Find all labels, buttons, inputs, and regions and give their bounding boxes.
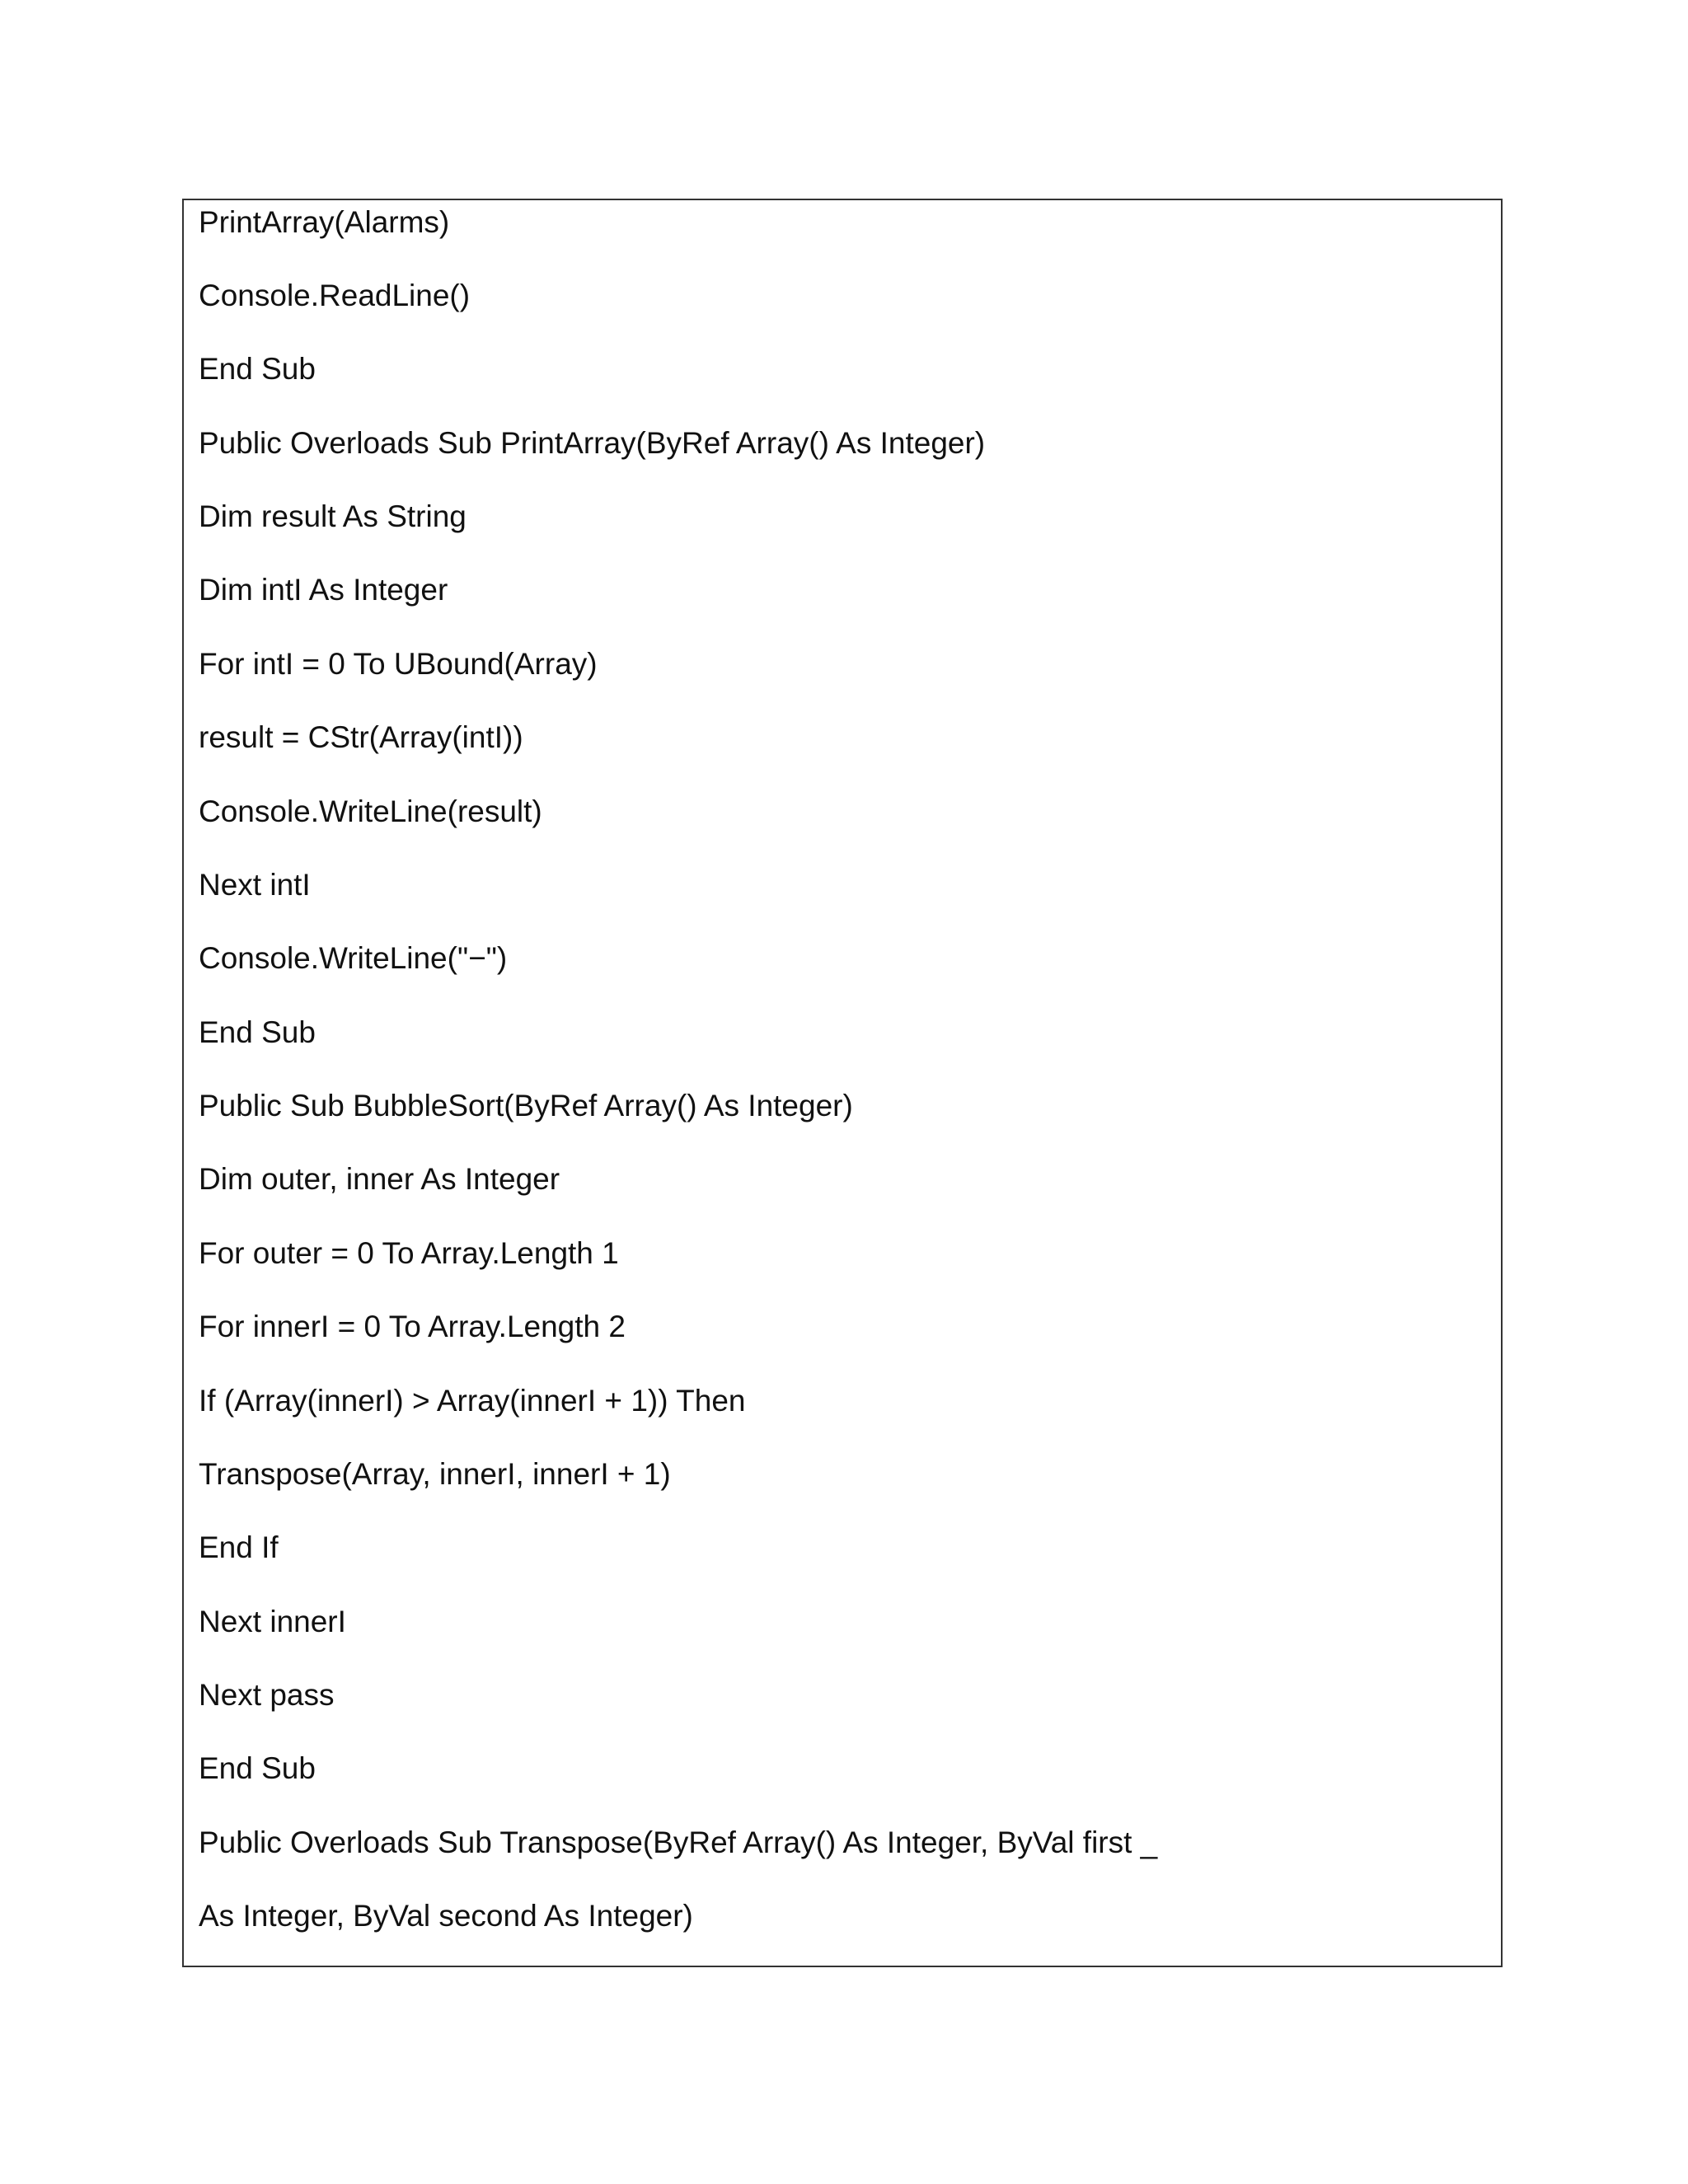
code-line: Console.ReadLine() [199,279,471,312]
code-line: End Sub [199,352,316,386]
code-line: Public Overloads Sub Transpose(ByRef Array() As Integer, ByVal first _ [199,1825,1158,1859]
code-line: Dim intI As Integer [199,573,448,607]
code-listing-box [182,199,1503,1967]
code-line: End Sub [199,1015,316,1049]
code-line: Public Overloads Sub PrintArray(ByRef Array() As Integer) [199,426,986,460]
code-line: If (Array(innerI) > Array(innerI + 1)) Then [199,1384,746,1418]
code-line: For outer = 0 To Array.Length 1 [199,1236,619,1270]
code-line: For innerI = 0 To Array.Length 2 [199,1310,626,1343]
code-line: As Integer, ByVal second As Integer) [199,1899,693,1933]
code-line: For intI = 0 To UBound(Array) [199,647,598,681]
code-line: Public Sub BubbleSort(ByRef Array() As Integer) [199,1089,853,1122]
code-line: Next innerI [199,1605,346,1638]
code-line: result = CStr(Array(intI)) [199,720,523,754]
code-line: PrintArray(Alarms) [199,205,450,239]
code-line: Next intI [199,868,311,902]
code-line: Dim outer, inner As Integer [199,1162,560,1196]
code-line: End If [199,1530,279,1564]
code-line: Console.WriteLine("−") [199,941,508,975]
code-line: Dim result As String [199,499,467,533]
code-line: Transpose(Array, innerI, innerI + 1) [199,1457,671,1491]
code-line: End Sub [199,1751,316,1785]
code-line: Next pass [199,1678,335,1712]
code-line: Console.WriteLine(result) [199,794,542,828]
